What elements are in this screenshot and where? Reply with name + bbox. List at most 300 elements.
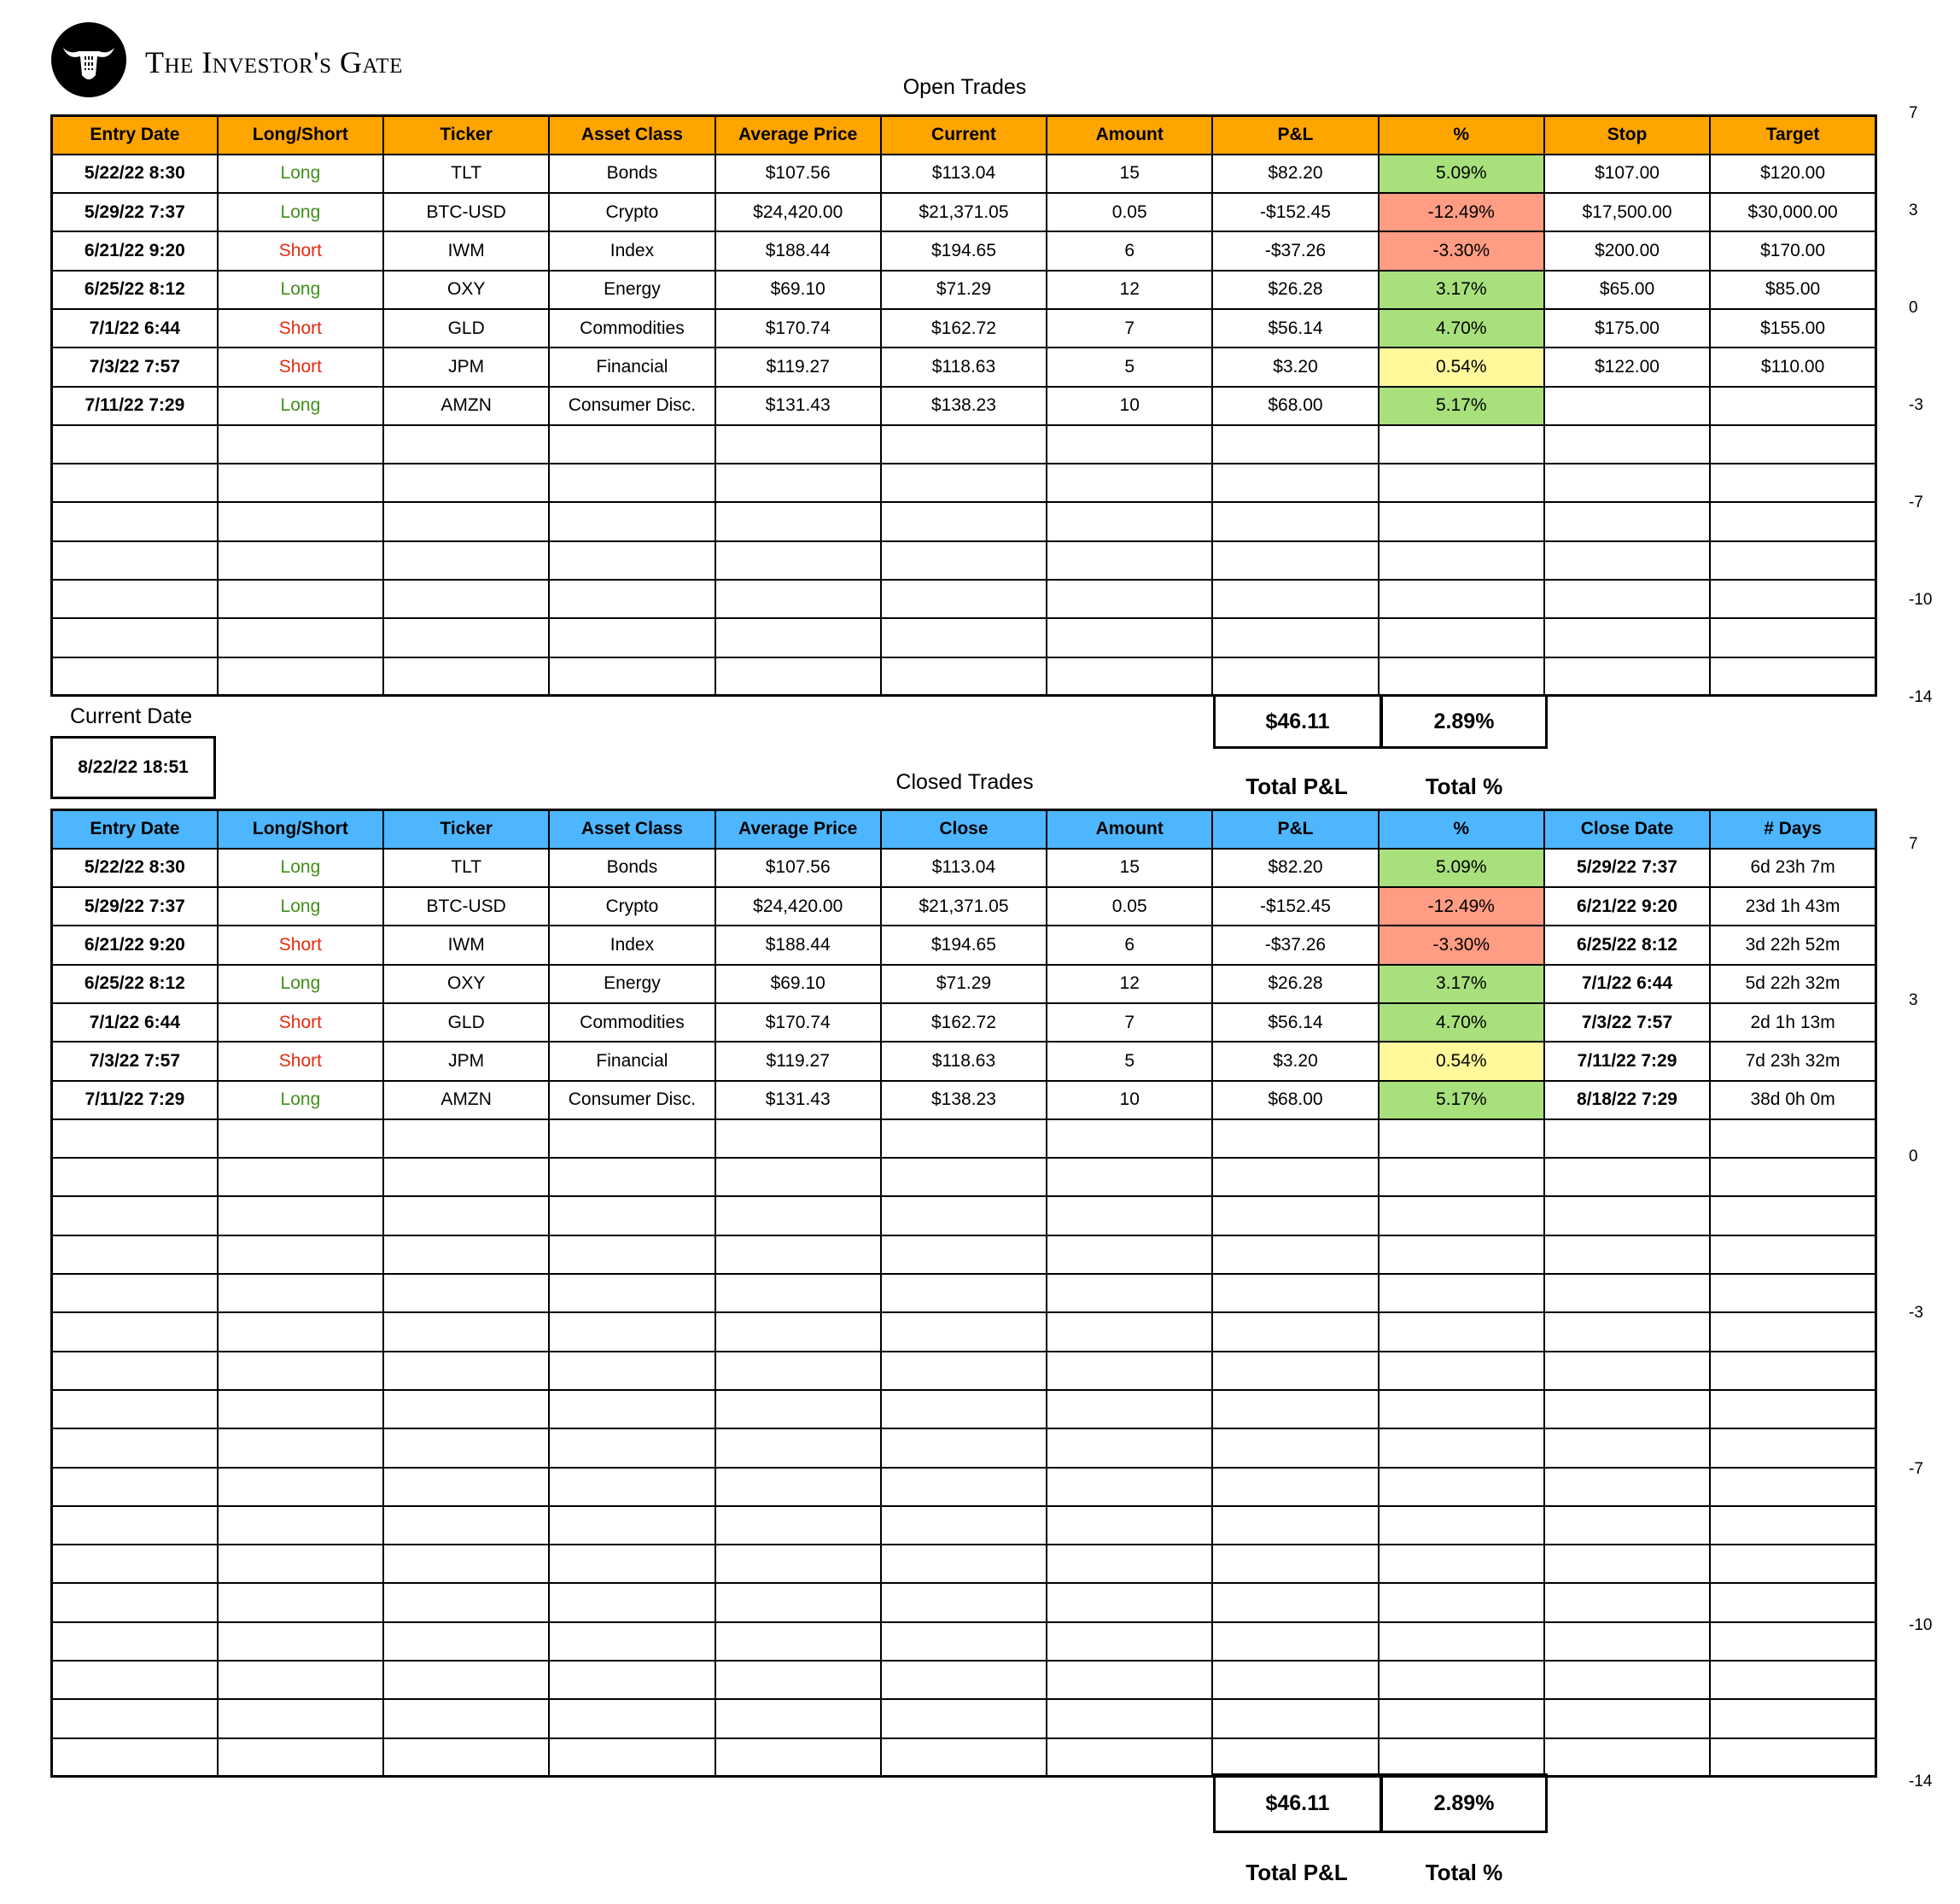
table-cell[interactable]: $68.00 — [1212, 1081, 1378, 1119]
table-cell[interactable]: BTC-USD — [383, 193, 549, 231]
table-cell[interactable]: $56.14 — [1212, 309, 1378, 348]
empty-cell[interactable] — [1544, 1196, 1710, 1235]
empty-cell[interactable] — [52, 1661, 218, 1699]
column-header[interactable]: Entry Date — [52, 116, 218, 155]
table-cell[interactable]: $119.27 — [715, 1042, 881, 1080]
empty-cell[interactable] — [1710, 425, 1875, 464]
table-cell[interactable] — [1544, 387, 1710, 425]
table-cell[interactable]: $194.65 — [881, 926, 1047, 964]
empty-cell[interactable] — [1379, 1352, 1544, 1390]
empty-cell[interactable] — [1212, 502, 1378, 540]
table-cell[interactable]: $26.28 — [1212, 965, 1378, 1003]
empty-cell[interactable] — [383, 1506, 549, 1545]
empty-cell[interactable] — [549, 502, 715, 540]
empty-cell[interactable] — [1379, 1661, 1544, 1699]
empty-cell[interactable] — [218, 1699, 383, 1738]
empty-cell[interactable] — [1379, 1235, 1544, 1274]
empty-cell[interactable] — [1212, 1390, 1378, 1428]
table-cell[interactable]: Crypto — [549, 193, 715, 231]
empty-cell[interactable] — [1047, 1312, 1212, 1351]
table-cell[interactable]: 2d 1h 13m — [1710, 1003, 1875, 1042]
table-cell[interactable]: Energy — [549, 271, 715, 309]
table-cell[interactable]: BTC-USD — [383, 887, 549, 926]
empty-cell[interactable] — [52, 1468, 218, 1506]
empty-cell[interactable] — [383, 1235, 549, 1274]
table-cell[interactable]: IWM — [383, 926, 549, 964]
empty-cell[interactable] — [52, 541, 218, 580]
empty-cell[interactable] — [218, 1622, 383, 1661]
empty-cell[interactable] — [52, 618, 218, 657]
column-header[interactable]: Average Price — [715, 810, 881, 849]
empty-cell[interactable] — [715, 1352, 881, 1390]
empty-cell[interactable] — [1047, 425, 1212, 464]
empty-cell[interactable] — [1710, 1274, 1875, 1312]
empty-cell[interactable] — [1379, 1390, 1544, 1428]
empty-cell[interactable] — [1047, 502, 1212, 540]
empty-cell[interactable] — [549, 1158, 715, 1196]
empty-cell[interactable] — [383, 618, 549, 657]
empty-cell[interactable] — [549, 1390, 715, 1428]
empty-cell[interactable] — [52, 1428, 218, 1467]
empty-cell[interactable] — [715, 1119, 881, 1158]
table-cell[interactable]: -$37.26 — [1212, 926, 1378, 964]
column-header[interactable]: Long/Short — [218, 810, 383, 849]
table-cell[interactable]: Bonds — [549, 155, 715, 193]
table-cell[interactable]: 0.54% — [1379, 1042, 1544, 1080]
empty-cell[interactable] — [1710, 1312, 1875, 1351]
empty-cell[interactable] — [1047, 541, 1212, 580]
empty-cell[interactable] — [549, 1738, 715, 1777]
table-cell[interactable]: 3d 22h 52m — [1710, 926, 1875, 964]
column-header[interactable]: Close Date — [1544, 810, 1710, 849]
empty-cell[interactable] — [881, 1622, 1047, 1661]
table-cell[interactable]: 5.09% — [1379, 155, 1544, 193]
table-cell[interactable]: 5.09% — [1379, 849, 1544, 887]
empty-cell[interactable] — [881, 1506, 1047, 1545]
empty-cell[interactable] — [1379, 1506, 1544, 1545]
empty-cell[interactable] — [218, 425, 383, 464]
empty-cell[interactable] — [383, 464, 549, 502]
empty-cell[interactable] — [1212, 1468, 1378, 1506]
empty-cell[interactable] — [1710, 1235, 1875, 1274]
table-cell[interactable]: 5 — [1047, 348, 1212, 386]
table-cell[interactable]: $118.63 — [881, 348, 1047, 386]
empty-cell[interactable] — [1544, 1274, 1710, 1312]
table-cell[interactable]: $118.63 — [881, 1042, 1047, 1080]
column-header[interactable]: Amount — [1047, 116, 1212, 155]
empty-cell[interactable] — [715, 1468, 881, 1506]
empty-cell[interactable] — [1710, 1661, 1875, 1699]
table-cell[interactable]: 5/29/22 7:37 — [52, 887, 218, 926]
table-cell[interactable]: $26.28 — [1212, 271, 1378, 309]
empty-cell[interactable] — [1710, 580, 1875, 618]
table-cell[interactable]: OXY — [383, 965, 549, 1003]
empty-cell[interactable] — [549, 1699, 715, 1738]
empty-cell[interactable] — [1710, 1583, 1875, 1621]
empty-cell[interactable] — [1710, 1622, 1875, 1661]
empty-cell[interactable] — [1544, 1390, 1710, 1428]
empty-cell[interactable] — [881, 502, 1047, 540]
table-cell[interactable]: $110.00 — [1710, 348, 1875, 386]
empty-cell[interactable] — [1212, 1583, 1378, 1621]
empty-cell[interactable] — [52, 1158, 218, 1196]
empty-cell[interactable] — [218, 1738, 383, 1777]
empty-cell[interactable] — [52, 1352, 218, 1390]
column-header[interactable]: Stop — [1544, 116, 1710, 155]
empty-cell[interactable] — [52, 580, 218, 618]
empty-cell[interactable] — [715, 657, 881, 696]
empty-cell[interactable] — [1710, 1506, 1875, 1545]
empty-cell[interactable] — [1212, 1312, 1378, 1351]
table-cell[interactable]: $162.72 — [881, 1003, 1047, 1042]
empty-cell[interactable] — [1379, 541, 1544, 580]
empty-cell[interactable] — [1379, 1468, 1544, 1506]
table-cell[interactable]: 7/11/22 7:29 — [52, 387, 218, 425]
empty-cell[interactable] — [881, 1119, 1047, 1158]
table-cell[interactable]: $21,371.05 — [881, 887, 1047, 926]
empty-cell[interactable] — [218, 1274, 383, 1312]
empty-cell[interactable] — [549, 1352, 715, 1390]
empty-cell[interactable] — [1379, 502, 1544, 540]
empty-cell[interactable] — [1379, 1699, 1544, 1738]
empty-cell[interactable] — [383, 502, 549, 540]
table-cell[interactable]: GLD — [383, 1003, 549, 1042]
empty-cell[interactable] — [383, 1468, 549, 1506]
empty-cell[interactable] — [549, 618, 715, 657]
table-cell[interactable]: $170.74 — [715, 309, 881, 348]
empty-cell[interactable] — [1212, 425, 1378, 464]
empty-cell[interactable] — [1710, 1468, 1875, 1506]
table-cell[interactable]: 6/25/22 8:12 — [1544, 926, 1710, 964]
empty-cell[interactable] — [881, 541, 1047, 580]
table-cell[interactable]: Bonds — [549, 849, 715, 887]
empty-cell[interactable] — [52, 1622, 218, 1661]
empty-cell[interactable] — [1544, 580, 1710, 618]
table-cell[interactable]: Short — [218, 231, 383, 270]
empty-cell[interactable] — [1544, 657, 1710, 696]
empty-cell[interactable] — [1544, 1428, 1710, 1467]
empty-cell[interactable] — [1544, 618, 1710, 657]
table-cell[interactable]: Commodities — [549, 1003, 715, 1042]
table-cell[interactable]: $138.23 — [881, 387, 1047, 425]
table-cell[interactable]: 6 — [1047, 926, 1212, 964]
empty-cell[interactable] — [383, 657, 549, 696]
table-cell[interactable]: 5/29/22 7:37 — [1544, 849, 1710, 887]
table-cell[interactable]: $68.00 — [1212, 387, 1378, 425]
table-cell[interactable]: $3.20 — [1212, 348, 1378, 386]
empty-cell[interactable] — [1544, 425, 1710, 464]
table-cell[interactable]: 23d 1h 43m — [1710, 887, 1875, 926]
table-cell[interactable]: $188.44 — [715, 231, 881, 270]
empty-cell[interactable] — [1710, 657, 1875, 696]
empty-cell[interactable] — [1212, 580, 1378, 618]
table-cell[interactable]: 6/21/22 9:20 — [52, 926, 218, 964]
empty-cell[interactable] — [1047, 1235, 1212, 1274]
empty-cell[interactable] — [549, 1119, 715, 1158]
empty-cell[interactable] — [1379, 1196, 1544, 1235]
empty-cell[interactable] — [383, 1119, 549, 1158]
table-cell[interactable]: 5/22/22 8:30 — [52, 849, 218, 887]
column-header[interactable]: % — [1379, 810, 1544, 849]
empty-cell[interactable] — [1212, 1699, 1378, 1738]
empty-cell[interactable] — [1212, 1352, 1378, 1390]
table-cell[interactable]: $170.00 — [1710, 231, 1875, 270]
table-cell[interactable]: TLT — [383, 849, 549, 887]
empty-cell[interactable] — [715, 1274, 881, 1312]
table-cell[interactable]: $65.00 — [1544, 271, 1710, 309]
table-cell[interactable]: 12 — [1047, 965, 1212, 1003]
column-header[interactable]: Long/Short — [218, 116, 383, 155]
table-cell[interactable]: 15 — [1047, 849, 1212, 887]
table-cell[interactable]: Commodities — [549, 309, 715, 348]
empty-cell[interactable] — [1544, 1583, 1710, 1621]
empty-cell[interactable] — [715, 464, 881, 502]
empty-cell[interactable] — [1379, 1622, 1544, 1661]
empty-cell[interactable] — [1379, 1583, 1544, 1621]
empty-cell[interactable] — [383, 425, 549, 464]
empty-cell[interactable] — [1379, 657, 1544, 696]
table-cell[interactable]: 6/21/22 9:20 — [52, 231, 218, 270]
column-header[interactable]: Average Price — [715, 116, 881, 155]
table-cell[interactable]: Consumer Disc. — [549, 1081, 715, 1119]
table-cell[interactable]: -3.30% — [1379, 231, 1544, 270]
table-cell[interactable]: GLD — [383, 309, 549, 348]
table-cell[interactable]: 0.05 — [1047, 193, 1212, 231]
table-cell[interactable]: 7/11/22 7:29 — [52, 1081, 218, 1119]
empty-cell[interactable] — [383, 1545, 549, 1583]
empty-cell[interactable] — [1047, 1583, 1212, 1621]
empty-cell[interactable] — [1544, 1158, 1710, 1196]
empty-cell[interactable] — [218, 1312, 383, 1351]
empty-cell[interactable] — [1212, 1738, 1378, 1777]
column-header[interactable]: # Days — [1710, 810, 1875, 849]
table-cell[interactable]: 38d 0h 0m — [1710, 1081, 1875, 1119]
empty-cell[interactable] — [715, 1235, 881, 1274]
empty-cell[interactable] — [218, 1661, 383, 1699]
empty-cell[interactable] — [1047, 1506, 1212, 1545]
empty-cell[interactable] — [1379, 1158, 1544, 1196]
empty-cell[interactable] — [1047, 1352, 1212, 1390]
empty-cell[interactable] — [1212, 1622, 1378, 1661]
empty-cell[interactable] — [715, 1428, 881, 1467]
table-cell[interactable]: -$152.45 — [1212, 193, 1378, 231]
empty-cell[interactable] — [1544, 1661, 1710, 1699]
empty-cell[interactable] — [1047, 657, 1212, 696]
table-cell[interactable]: $131.43 — [715, 1081, 881, 1119]
empty-cell[interactable] — [218, 580, 383, 618]
table-cell[interactable]: 6/25/22 8:12 — [52, 271, 218, 309]
empty-cell[interactable] — [715, 502, 881, 540]
empty-cell[interactable] — [881, 1738, 1047, 1777]
empty-cell[interactable] — [881, 1196, 1047, 1235]
empty-cell[interactable] — [881, 1312, 1047, 1351]
table-cell[interactable]: Long — [218, 887, 383, 926]
table-cell[interactable]: Energy — [549, 965, 715, 1003]
empty-cell[interactable] — [383, 1428, 549, 1467]
empty-cell[interactable] — [715, 425, 881, 464]
table-cell[interactable]: Long — [218, 1081, 383, 1119]
table-cell[interactable]: IWM — [383, 231, 549, 270]
table-cell[interactable]: $85.00 — [1710, 271, 1875, 309]
empty-cell[interactable] — [1047, 1468, 1212, 1506]
table-cell[interactable]: $175.00 — [1544, 309, 1710, 348]
empty-cell[interactable] — [1544, 1699, 1710, 1738]
empty-cell[interactable] — [881, 618, 1047, 657]
empty-cell[interactable] — [1212, 1274, 1378, 1312]
column-header[interactable]: P&L — [1212, 116, 1378, 155]
empty-cell[interactable] — [383, 1622, 549, 1661]
empty-cell[interactable] — [1379, 1312, 1544, 1351]
empty-cell[interactable] — [881, 464, 1047, 502]
empty-cell[interactable] — [1047, 1622, 1212, 1661]
table-cell[interactable]: Short — [218, 348, 383, 386]
empty-cell[interactable] — [1212, 657, 1378, 696]
empty-cell[interactable] — [1710, 1428, 1875, 1467]
empty-cell[interactable] — [1047, 464, 1212, 502]
empty-cell[interactable] — [218, 1545, 383, 1583]
empty-cell[interactable] — [549, 464, 715, 502]
column-header[interactable]: Current — [881, 116, 1047, 155]
table-cell[interactable]: Financial — [549, 348, 715, 386]
table-cell[interactable]: 15 — [1047, 155, 1212, 193]
column-header[interactable]: % — [1379, 116, 1544, 155]
table-cell[interactable]: $200.00 — [1544, 231, 1710, 270]
empty-cell[interactable] — [1047, 1699, 1212, 1738]
empty-cell[interactable] — [715, 1738, 881, 1777]
empty-cell[interactable] — [218, 1428, 383, 1467]
empty-cell[interactable] — [715, 1506, 881, 1545]
table-cell[interactable]: Index — [549, 231, 715, 270]
empty-cell[interactable] — [383, 1312, 549, 1351]
empty-cell[interactable] — [1710, 1196, 1875, 1235]
table-cell[interactable]: OXY — [383, 271, 549, 309]
empty-cell[interactable] — [1379, 580, 1544, 618]
empty-cell[interactable] — [1710, 1545, 1875, 1583]
table-cell[interactable]: 8/18/22 7:29 — [1544, 1081, 1710, 1119]
table-cell[interactable]: TLT — [383, 155, 549, 193]
empty-cell[interactable] — [1212, 1235, 1378, 1274]
empty-cell[interactable] — [715, 1583, 881, 1621]
empty-cell[interactable] — [52, 464, 218, 502]
empty-cell[interactable] — [383, 1390, 549, 1428]
table-cell[interactable]: $122.00 — [1544, 348, 1710, 386]
empty-cell[interactable] — [881, 1545, 1047, 1583]
empty-cell[interactable] — [881, 1158, 1047, 1196]
empty-cell[interactable] — [1710, 1390, 1875, 1428]
empty-cell[interactable] — [1710, 1158, 1875, 1196]
empty-cell[interactable] — [1047, 618, 1212, 657]
column-header[interactable]: Asset Class — [549, 116, 715, 155]
column-header[interactable]: Entry Date — [52, 810, 218, 849]
empty-cell[interactable] — [549, 1506, 715, 1545]
empty-cell[interactable] — [1379, 1119, 1544, 1158]
table-cell[interactable]: $69.10 — [715, 965, 881, 1003]
table-cell[interactable]: Consumer Disc. — [549, 387, 715, 425]
empty-cell[interactable] — [549, 425, 715, 464]
table-cell[interactable]: 5d 22h 32m — [1710, 965, 1875, 1003]
empty-cell[interactable] — [1047, 1738, 1212, 1777]
empty-cell[interactable] — [549, 1468, 715, 1506]
empty-cell[interactable] — [1379, 1545, 1544, 1583]
table-cell[interactable]: 6/25/22 8:12 — [52, 965, 218, 1003]
empty-cell[interactable] — [52, 1738, 218, 1777]
empty-cell[interactable] — [715, 541, 881, 580]
empty-cell[interactable] — [549, 1583, 715, 1621]
table-cell[interactable]: $194.65 — [881, 231, 1047, 270]
empty-cell[interactable] — [52, 1235, 218, 1274]
empty-cell[interactable] — [1379, 618, 1544, 657]
empty-cell[interactable] — [1710, 464, 1875, 502]
table-cell[interactable]: Long — [218, 965, 383, 1003]
table-cell[interactable]: $131.43 — [715, 387, 881, 425]
empty-cell[interactable] — [52, 425, 218, 464]
table-cell[interactable]: -12.49% — [1379, 887, 1544, 926]
table-cell[interactable]: Long — [218, 271, 383, 309]
empty-cell[interactable] — [1710, 502, 1875, 540]
table-cell[interactable]: $188.44 — [715, 926, 881, 964]
table-cell[interactable]: 4.70% — [1379, 309, 1544, 348]
empty-cell[interactable] — [383, 1583, 549, 1621]
empty-cell[interactable] — [1544, 1622, 1710, 1661]
empty-cell[interactable] — [218, 464, 383, 502]
column-header[interactable]: Ticker — [383, 810, 549, 849]
empty-cell[interactable] — [549, 580, 715, 618]
table-cell[interactable]: $107.56 — [715, 155, 881, 193]
empty-cell[interactable] — [549, 657, 715, 696]
empty-cell[interactable] — [1544, 1545, 1710, 1583]
table-cell[interactable]: AMZN — [383, 387, 549, 425]
empty-cell[interactable] — [881, 1661, 1047, 1699]
empty-cell[interactable] — [549, 1545, 715, 1583]
table-cell[interactable]: -12.49% — [1379, 193, 1544, 231]
empty-cell[interactable] — [383, 1158, 549, 1196]
table-cell[interactable]: 7/3/22 7:57 — [52, 1042, 218, 1080]
table-cell[interactable]: 0.05 — [1047, 887, 1212, 926]
empty-cell[interactable] — [52, 1583, 218, 1621]
empty-cell[interactable] — [1212, 1506, 1378, 1545]
empty-cell[interactable] — [881, 1468, 1047, 1506]
empty-cell[interactable] — [1544, 1119, 1710, 1158]
empty-cell[interactable] — [1544, 464, 1710, 502]
empty-cell[interactable] — [1544, 1312, 1710, 1351]
table-cell[interactable]: 6d 23h 7m — [1710, 849, 1875, 887]
table-cell[interactable]: $113.04 — [881, 849, 1047, 887]
empty-cell[interactable] — [1379, 1738, 1544, 1777]
empty-cell[interactable] — [715, 1545, 881, 1583]
empty-cell[interactable] — [218, 1196, 383, 1235]
empty-cell[interactable] — [1379, 1274, 1544, 1312]
empty-cell[interactable] — [383, 1274, 549, 1312]
empty-cell[interactable] — [881, 1583, 1047, 1621]
empty-cell[interactable] — [1710, 1738, 1875, 1777]
table-cell[interactable]: -$37.26 — [1212, 231, 1378, 270]
empty-cell[interactable] — [1379, 464, 1544, 502]
column-header[interactable]: Amount — [1047, 810, 1212, 849]
empty-cell[interactable] — [881, 1235, 1047, 1274]
empty-cell[interactable] — [1544, 1468, 1710, 1506]
table-cell[interactable]: 7/1/22 6:44 — [1544, 965, 1710, 1003]
empty-cell[interactable] — [1212, 1119, 1378, 1158]
empty-cell[interactable] — [549, 1312, 715, 1351]
empty-cell[interactable] — [1710, 1352, 1875, 1390]
table-cell[interactable]: $113.04 — [881, 155, 1047, 193]
empty-cell[interactable] — [218, 502, 383, 540]
table-cell[interactable]: 5.17% — [1379, 387, 1544, 425]
table-cell[interactable]: $119.27 — [715, 348, 881, 386]
empty-cell[interactable] — [1047, 1390, 1212, 1428]
empty-cell[interactable] — [715, 1699, 881, 1738]
empty-cell[interactable] — [52, 1196, 218, 1235]
